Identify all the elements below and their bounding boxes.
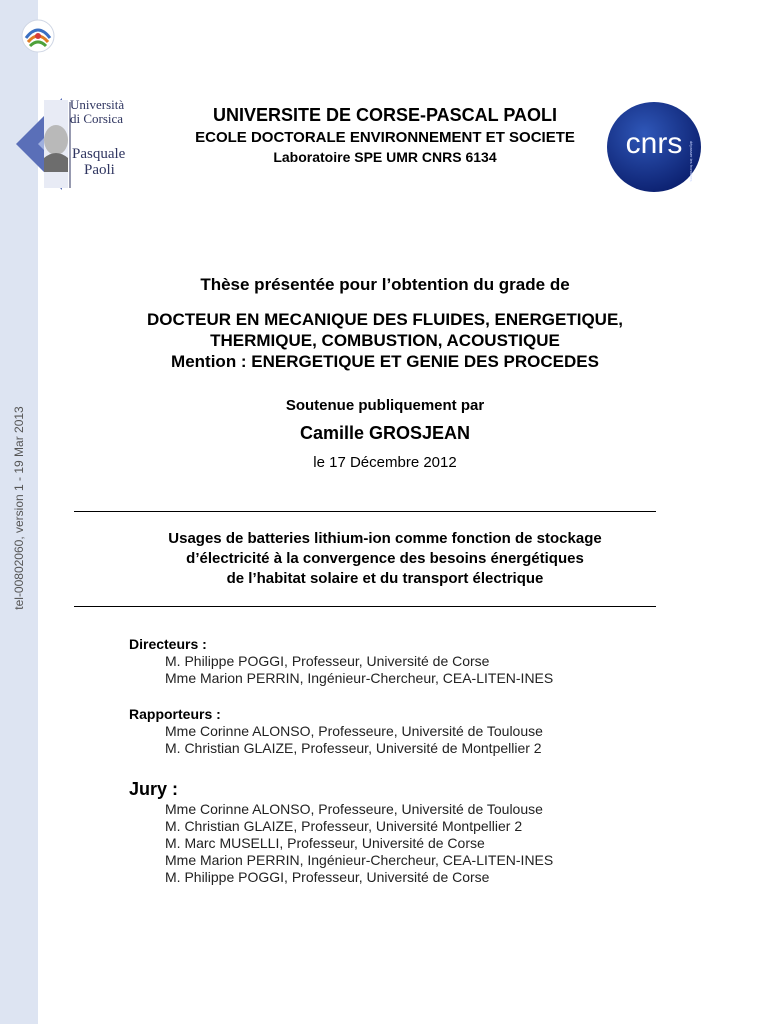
corsica-line-4: Paoli	[84, 162, 115, 179]
thesis-intro: Thèse présentée pour l’obtention du grade de	[200, 275, 570, 294]
corsica-line-2: di Corsica	[70, 110, 124, 126]
university-name: UNIVERSITE DE CORSE-PASCAL PAOLI	[212, 105, 558, 125]
jury-heading: Jury :	[129, 779, 179, 799]
degree-block	[40, 309, 730, 372]
hal-logo-icon	[18, 18, 58, 54]
list-item: Mme Marion PERRIN, Ingénieur-Chercheur, CEA-LITEN-INES	[165, 852, 554, 868]
author-name: Camille GROSJEAN	[299, 423, 471, 443]
degree-mention: Mention : ENERGETIQUE ET GENIE DES PROCEDES	[171, 352, 599, 371]
defended-by: Soutenue publiquement par	[285, 397, 485, 414]
title-rule-top	[74, 511, 656, 512]
reviewers-list	[165, 723, 543, 757]
cnrs-tagline: dépasser les frontières	[689, 141, 694, 182]
defense-date: le 17 Décembre 2012	[313, 454, 457, 471]
corsica-line-1: Università	[70, 97, 125, 112]
thesis-title-line-2: d’électricité à la convergence des besoins énergétiques	[186, 550, 584, 567]
reviewers-heading: Rapporteurs :	[129, 706, 221, 722]
title-rule-bottom	[74, 606, 656, 607]
list-item: M. Christian GLAIZE, Professeur, Université de Montpellier 2	[165, 740, 542, 756]
list-item: Mme Corinne ALONSO, Professeure, Université de Toulouse	[165, 723, 543, 739]
directors-heading: Directeurs :	[129, 636, 207, 652]
cnrs-logo-text: cnrs	[625, 127, 683, 160]
jury-list	[165, 801, 553, 886]
laboratory: Laboratoire SPE UMR CNRS 6134	[273, 149, 497, 165]
thesis-title-line-3: de l’habitat solaire et du transport électrique	[226, 570, 544, 587]
list-item: Mme Corinne ALONSO, Professeure, Université de Toulouse	[165, 801, 543, 817]
thesis-title	[40, 529, 730, 589]
directors-list	[165, 653, 553, 687]
corsica-line-3: Pasquale	[72, 146, 126, 163]
thesis-title-line-1: Usages de batteries lithium-ion comme fonction de stockage	[168, 530, 602, 547]
doctoral-school: ECOLE DOCTORALE ENVIRONNEMENT ET SOCIETE	[195, 129, 575, 146]
archive-stamp: tel-00802060, version 1 - 19 Mar 2013	[12, 406, 26, 610]
list-item: M. Christian GLAIZE, Professeur, Université Montpellier 2	[165, 818, 523, 834]
list-item: M. Marc MUSELLI, Professeur, Université de Corse	[165, 835, 485, 851]
degree-line-1: DOCTEUR EN MECANIQUE DES FLUIDES, ENERGETIQUE,	[146, 310, 624, 329]
list-item: M. Philippe POGGI, Professeur, Université de Corse	[165, 653, 490, 669]
list-item: M. Philippe POGGI, Professeur, Université de Corse	[165, 869, 490, 885]
list-item: Mme Marion PERRIN, Ingénieur-Chercheur, CEA-LITEN-INES	[165, 670, 554, 686]
degree-line-2: THERMIQUE, COMBUSTION, ACOUSTIQUE	[210, 331, 560, 350]
